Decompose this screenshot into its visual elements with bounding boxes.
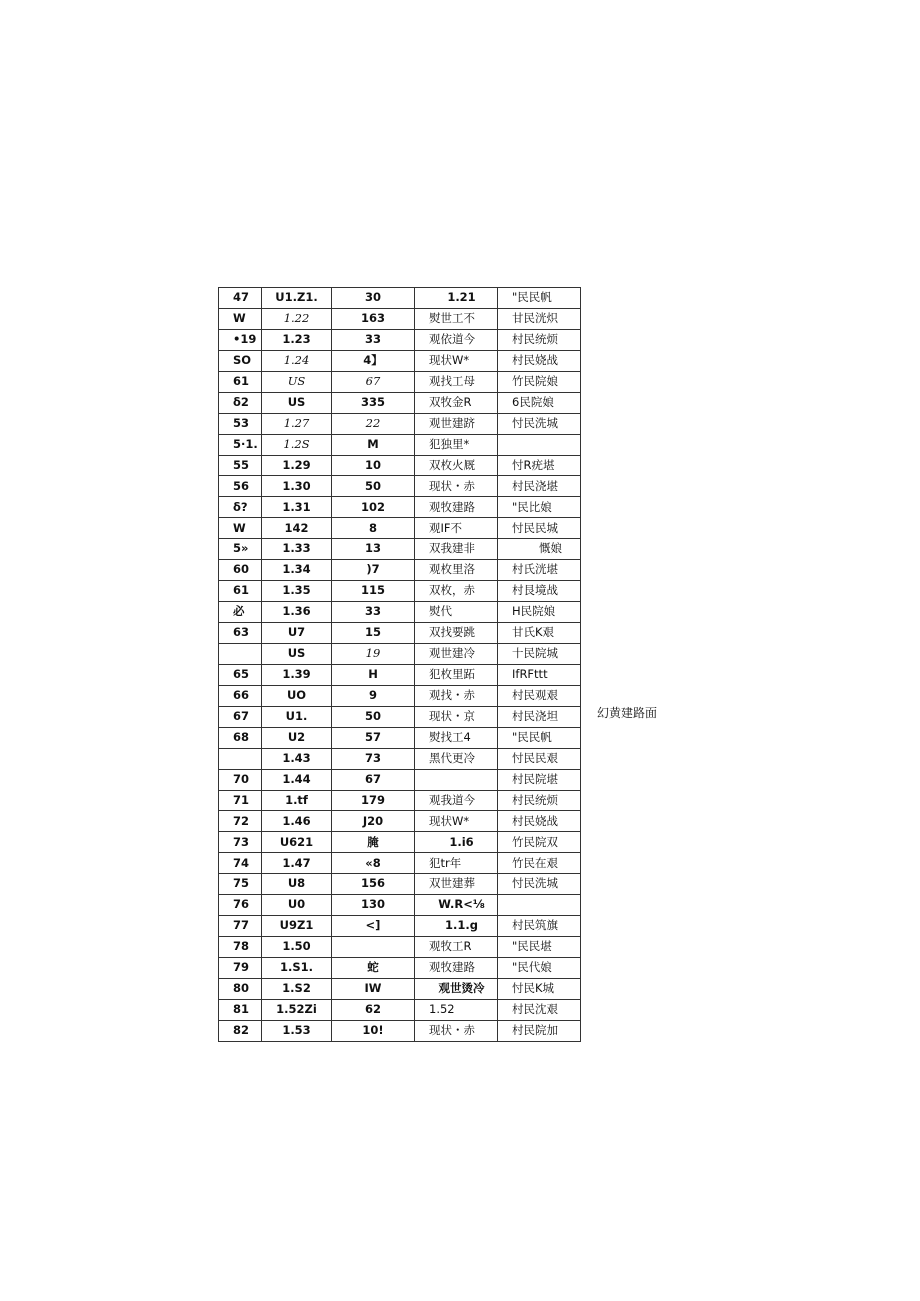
- table-cell: 22: [332, 413, 415, 434]
- table-cell: "民民帆: [498, 727, 581, 748]
- table-cell: 1.50: [262, 937, 332, 958]
- table-row: [219, 288, 581, 309]
- table-cell: 双找要跳: [415, 623, 498, 644]
- table-cell: )7: [332, 560, 415, 581]
- table-cell: 忖民洗城: [498, 413, 581, 434]
- table-cell: [498, 895, 581, 916]
- table-cell: 33: [332, 602, 415, 623]
- table-cell: 115: [332, 581, 415, 602]
- table-row: [219, 413, 581, 434]
- table-cell: 1.2S: [262, 434, 332, 455]
- table-cell: 61: [219, 581, 262, 602]
- table-cell: 双我建非: [415, 539, 498, 560]
- table-cell: 163: [332, 308, 415, 329]
- table-cell: 50: [332, 476, 415, 497]
- table-row: [219, 853, 581, 874]
- table-cell: 观世建冷: [415, 643, 498, 664]
- table-cell: US: [262, 392, 332, 413]
- table-cell: 73: [219, 832, 262, 853]
- table-cell: U1.: [262, 706, 332, 727]
- table-cell: 5·1.: [219, 434, 262, 455]
- table-cell: 现状・赤: [415, 476, 498, 497]
- table-cell: 甘氏K艰: [498, 623, 581, 644]
- table-cell: 1.S1.: [262, 958, 332, 979]
- table-cell: W: [219, 518, 262, 539]
- table-cell: 70: [219, 769, 262, 790]
- table-row: [219, 832, 581, 853]
- table-cell: 观牧建路: [415, 958, 498, 979]
- table-cell: 观找工母: [415, 371, 498, 392]
- table-row: [219, 643, 581, 664]
- table-cell: 1.30: [262, 476, 332, 497]
- table-cell: 观世烫冷: [415, 978, 498, 999]
- table-cell: 76: [219, 895, 262, 916]
- table-cell: US: [262, 643, 332, 664]
- table-cell: 现状・赤: [415, 1020, 498, 1041]
- table-cell: 19: [332, 643, 415, 664]
- table-cell: 8: [332, 518, 415, 539]
- table-cell: 4】: [332, 350, 415, 371]
- table-cell: 72: [219, 811, 262, 832]
- table-cell: 61: [219, 371, 262, 392]
- table-cell: 80: [219, 978, 262, 999]
- table-cell: 忖民民城: [498, 518, 581, 539]
- table-cell: 1.52Zi: [262, 999, 332, 1020]
- table-cell: 1.27: [262, 413, 332, 434]
- table-cell: 179: [332, 790, 415, 811]
- table-cell: 村民沈艰: [498, 999, 581, 1020]
- table-cell: W.R<⅛: [415, 895, 498, 916]
- table-cell: 62: [332, 999, 415, 1020]
- table-cell: 忖民民艰: [498, 748, 581, 769]
- table-cell: 村民院堪: [498, 769, 581, 790]
- table-cell: 1.34: [262, 560, 332, 581]
- table-cell: 33: [332, 329, 415, 350]
- table-cell: 1.44: [262, 769, 332, 790]
- table-cell: 10: [332, 455, 415, 476]
- table-cell: 双枚，赤: [415, 581, 498, 602]
- table-body: [219, 288, 581, 1042]
- table-row: [219, 455, 581, 476]
- table-cell: 忖R疣堪: [498, 455, 581, 476]
- table-cell: 村民浇堪: [498, 476, 581, 497]
- table-cell: 1.23: [262, 329, 332, 350]
- table-cell: 村民浇坦: [498, 706, 581, 727]
- table-cell: UO: [262, 685, 332, 706]
- table-row: [219, 350, 581, 371]
- table-cell: 忖民K城: [498, 978, 581, 999]
- table-cell: U0: [262, 895, 332, 916]
- table-cell: 观找・赤: [415, 685, 498, 706]
- table-cell: 竹民院娘: [498, 371, 581, 392]
- table-cell: J20: [332, 811, 415, 832]
- table-cell: 53: [219, 413, 262, 434]
- data-table: [218, 287, 581, 1042]
- table-cell: 熨代: [415, 602, 498, 623]
- table-cell: 村艮境战: [498, 581, 581, 602]
- table-cell: 130: [332, 895, 415, 916]
- table-cell: "民民堪: [498, 937, 581, 958]
- table-cell: 观我道今: [415, 790, 498, 811]
- table-cell: 156: [332, 874, 415, 895]
- table-row: [219, 539, 581, 560]
- table-cell: 观牧工R: [415, 937, 498, 958]
- table-cell: 犯tr年: [415, 853, 498, 874]
- table-cell: [219, 643, 262, 664]
- table-cell: IW: [332, 978, 415, 999]
- table-row: [219, 706, 581, 727]
- table-cell: 村民观艰: [498, 685, 581, 706]
- table-cell: 熨世工不: [415, 308, 498, 329]
- table-row: [219, 999, 581, 1020]
- table-cell: 74: [219, 853, 262, 874]
- table-cell: 1.1.g: [415, 916, 498, 937]
- table-cell: 双枚火厩: [415, 455, 498, 476]
- table-row: [219, 518, 581, 539]
- table-cell: 1.31: [262, 497, 332, 518]
- table-cell: 观世建跻: [415, 413, 498, 434]
- table-row: [219, 308, 581, 329]
- table-cell: 村民娆战: [498, 811, 581, 832]
- table-cell: 竹民院双: [498, 832, 581, 853]
- table-cell: «8: [332, 853, 415, 874]
- table-row: [219, 937, 581, 958]
- table-row: [219, 1020, 581, 1041]
- table-cell: 必: [219, 602, 262, 623]
- table-cell: 1.24: [262, 350, 332, 371]
- table-cell: 56: [219, 476, 262, 497]
- table-cell: 10!: [332, 1020, 415, 1041]
- table-cell: 63: [219, 623, 262, 644]
- table-cell: US: [262, 371, 332, 392]
- table-cell: [332, 937, 415, 958]
- table-cell: 1.S2: [262, 978, 332, 999]
- table-row: [219, 497, 581, 518]
- table-cell: 甘民洸炽: [498, 308, 581, 329]
- table-cell: 犯枚里跖: [415, 664, 498, 685]
- table-cell: U9Z1: [262, 916, 332, 937]
- table-cell: 观依道今: [415, 329, 498, 350]
- table-cell: 102: [332, 497, 415, 518]
- table-row: [219, 685, 581, 706]
- table-cell: δ?: [219, 497, 262, 518]
- table-cell: 77: [219, 916, 262, 937]
- table-cell: 75: [219, 874, 262, 895]
- table-cell: 村氏洸堪: [498, 560, 581, 581]
- table-cell: 1.29: [262, 455, 332, 476]
- table-cell: 81: [219, 999, 262, 1020]
- table-cell: 十民院城: [498, 643, 581, 664]
- table-row: [219, 769, 581, 790]
- table-cell: 60: [219, 560, 262, 581]
- table-cell: 双牧金R: [415, 392, 498, 413]
- table-cell: 9: [332, 685, 415, 706]
- table-row: [219, 476, 581, 497]
- table-cell: 1.36: [262, 602, 332, 623]
- table-cell: 82: [219, 1020, 262, 1041]
- table-row: [219, 727, 581, 748]
- table-cell: U1.Z1.: [262, 288, 332, 309]
- table-cell: 1.47: [262, 853, 332, 874]
- table-cell: 慨娘: [498, 539, 581, 560]
- table-row: [219, 978, 581, 999]
- table-row: [219, 916, 581, 937]
- table-cell: 79: [219, 958, 262, 979]
- table-cell: 6民院娘: [498, 392, 581, 413]
- table-cell: 现状W*: [415, 350, 498, 371]
- table-cell: "民代娘: [498, 958, 581, 979]
- table-cell: 67: [219, 706, 262, 727]
- table-cell: 1.tf: [262, 790, 332, 811]
- table-cell: 忖民洗城: [498, 874, 581, 895]
- table-cell: •19: [219, 329, 262, 350]
- table-cell: 1.43: [262, 748, 332, 769]
- table-cell: 村民统烦: [498, 790, 581, 811]
- table-cell: 13: [332, 539, 415, 560]
- table-cell: 66: [219, 685, 262, 706]
- table-row: [219, 329, 581, 350]
- table-cell: 68: [219, 727, 262, 748]
- table-cell: 1.i6: [415, 832, 498, 853]
- table-row: [219, 392, 581, 413]
- table-row: [219, 623, 581, 644]
- table-cell: 1.22: [262, 308, 332, 329]
- table-cell: 现状・京: [415, 706, 498, 727]
- table-cell: U2: [262, 727, 332, 748]
- table-cell: [415, 769, 498, 790]
- table-cell: [498, 434, 581, 455]
- table-cell: δ2: [219, 392, 262, 413]
- table-cell: <]: [332, 916, 415, 937]
- table-cell: IfRFttt: [498, 664, 581, 685]
- table-cell: H: [332, 664, 415, 685]
- table-cell: 双世建葬: [415, 874, 498, 895]
- table-row: [219, 581, 581, 602]
- table-cell: 30: [332, 288, 415, 309]
- table-cell: 犯独里*: [415, 434, 498, 455]
- table-cell: 78: [219, 937, 262, 958]
- table-cell: 67: [332, 371, 415, 392]
- table-cell: 1.39: [262, 664, 332, 685]
- table-cell: 1.21: [415, 288, 498, 309]
- table-row: [219, 958, 581, 979]
- table-cell: 57: [332, 727, 415, 748]
- table-cell: W: [219, 308, 262, 329]
- table-cell: 50: [332, 706, 415, 727]
- table-cell: 47: [219, 288, 262, 309]
- table-cell: 1.52: [415, 999, 498, 1020]
- table-cell: 5»: [219, 539, 262, 560]
- table-cell: 观IF不: [415, 518, 498, 539]
- table-cell: 竹民在艰: [498, 853, 581, 874]
- table-cell: 蛇: [332, 958, 415, 979]
- table-cell: 腌: [332, 832, 415, 853]
- table-cell: 村民筑旗: [498, 916, 581, 937]
- table-cell: 73: [332, 748, 415, 769]
- table-cell: "民比娘: [498, 497, 581, 518]
- table-cell: 1.33: [262, 539, 332, 560]
- table-cell: 村民娆战: [498, 350, 581, 371]
- table-cell: H民院娘: [498, 602, 581, 623]
- table-cell: 观牧建路: [415, 497, 498, 518]
- table-row: [219, 371, 581, 392]
- table-cell: 55: [219, 455, 262, 476]
- table-cell: 现状W*: [415, 811, 498, 832]
- table-cell: U621: [262, 832, 332, 853]
- table-cell: "民民帆: [498, 288, 581, 309]
- table-row: [219, 664, 581, 685]
- table-cell: U8: [262, 874, 332, 895]
- table-row: [219, 790, 581, 811]
- table-cell: 15: [332, 623, 415, 644]
- table-cell: U7: [262, 623, 332, 644]
- side-note: 幻黄建路面: [597, 706, 658, 720]
- table-cell: 65: [219, 664, 262, 685]
- table-row: [219, 874, 581, 895]
- table-cell: 黑代更冷: [415, 748, 498, 769]
- table-cell: 1.35: [262, 581, 332, 602]
- table-cell: 1.46: [262, 811, 332, 832]
- table-cell: SO: [219, 350, 262, 371]
- table-cell: M: [332, 434, 415, 455]
- table-row: [219, 560, 581, 581]
- table-cell: [219, 748, 262, 769]
- table-row: [219, 895, 581, 916]
- table-cell: 村民院加: [498, 1020, 581, 1041]
- table-cell: 67: [332, 769, 415, 790]
- table-row: [219, 434, 581, 455]
- table-cell: 142: [262, 518, 332, 539]
- table-cell: 观枚里洛: [415, 560, 498, 581]
- table-row: [219, 748, 581, 769]
- table-cell: 熨找工4: [415, 727, 498, 748]
- table-cell: 1.53: [262, 1020, 332, 1041]
- table-cell: 村民统烦: [498, 329, 581, 350]
- table-cell: 71: [219, 790, 262, 811]
- table-cell: 335: [332, 392, 415, 413]
- table-row: [219, 811, 581, 832]
- table-row: [219, 602, 581, 623]
